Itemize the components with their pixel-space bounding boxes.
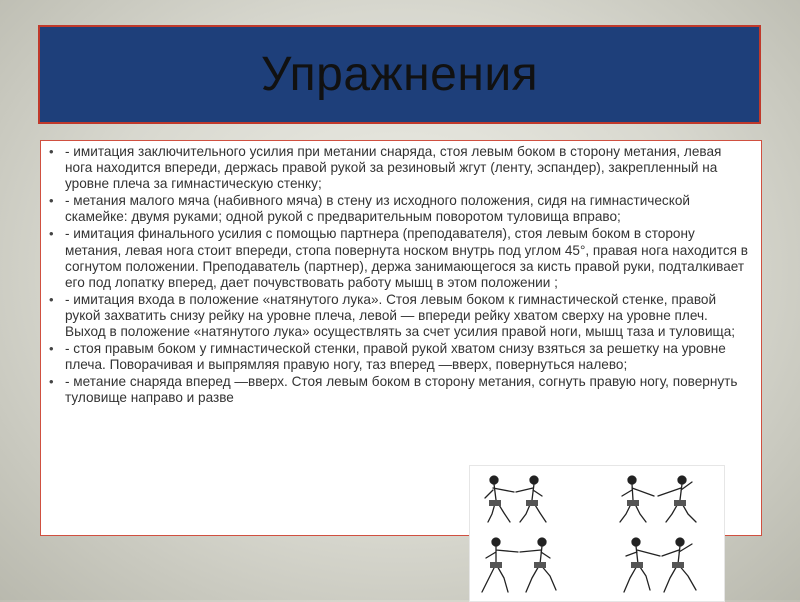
list-item-text: - имитация финального усилия с помощью партнера (преподавателя), стоя левым боком в сторону метания, левая нога стоит впереди, стопа повернута носком внутрь под углом 45°, правая нога находится в согнутом положении. Преподаватель (партнер), держа занимающегося за кисть правой руки, подталкивает его под лопатку вперед, дает почувствовать работу мышц в этом положении ; <box>65 226 748 290</box>
list-item <box>49 291 751 340</box>
bullet-icon: • <box>49 341 54 357</box>
list-item-text: - метания малого мяча (набивного мяча) в стену из исходного положения, сидя на гимнастической скамейке: двумя руками; одной рукой с предварительным поворотом туловища вправо; <box>65 193 690 225</box>
bullet-icon: • <box>49 374 54 390</box>
list-item-text: - стоя правым боком у гимнастической стенки, правой рукой хватом снизу взяться за решетку на уровне плеча. Поворачивая и выпрямляя правую ногу, таз вперед —вверх, повернуться налево; <box>65 341 726 373</box>
bullet-icon: • <box>49 291 54 307</box>
list-item-text: - имитация входа в положение «натянутого лука». Стоя левым боком к гимнастической стенке, правой рукой захватить снизу рейку на уровне плеча, левой — впереди рейку хватом сверху на уровне плеч. Выход в положение «натянутого лука» осуществлять за счет усилия правой ноги, мышц таза и туловища; <box>65 291 736 340</box>
list-item <box>49 226 751 290</box>
exercise-illustration <box>469 465 725 602</box>
figure-pair-bottom-right <box>624 538 696 592</box>
title-banner <box>38 25 761 124</box>
partner-exercise-figures-icon <box>470 466 724 601</box>
exercise-list <box>49 144 751 407</box>
figure-pair-bottom-left <box>482 538 556 592</box>
figure-pair-top-right <box>620 476 696 522</box>
bullet-icon: • <box>49 226 54 242</box>
list-item <box>49 144 751 192</box>
bullet-icon: • <box>49 144 54 159</box>
slide-title: Упражнения <box>260 48 539 101</box>
list-item <box>49 374 751 406</box>
list-item-text: - имитация заключительного усилия при метании снаряда, стоя левым боком в сторону метания, левая нога находится впереди, держась правой рукой за резиновый жгут (ленту, эспандер), закрепленный на уровне плеча за гимнастическую стенку; <box>65 144 722 192</box>
figure-pair-top-left <box>485 476 546 522</box>
list-item-text: - метание снаряда вперед —вверх. Стоя левым боком в сторону метания, согнуть правую ногу, повернуть туловище направо и разве <box>65 374 738 406</box>
bullet-icon: • <box>49 193 54 209</box>
list-item <box>49 193 751 225</box>
list-item <box>49 341 751 373</box>
